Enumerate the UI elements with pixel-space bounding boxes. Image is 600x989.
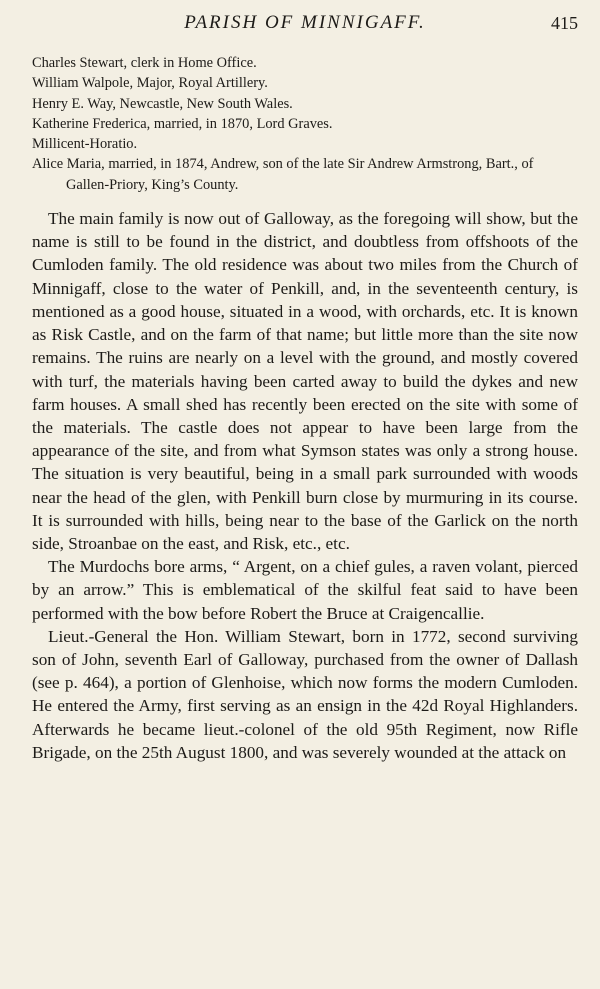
list-item: Katherine Frederica, married, in 1870, Lord Graves. [32,115,333,132]
running-head [32,8,578,38]
family-list [32,53,578,195]
paragraph: The main family is now out of Galloway, as the foregoing will show, but the name is still to be found in the district, and doubtless from offshoots of the Cumloden family. The old residence was about two miles from the Church of Minnigaff, close to the water of Penkill, and, in the seventeenth century, is mentioned as a good house, situated in a wood, with orchards, etc. It is known as Risk Castle, and on the farm of that name; but little more than the site now remains. The ruins are nearly on a level with the ground, and mostly covered with turf, the materials having been carted away to build the dykes and new farm houses. A small shed has recently been erected on the site with some of the materials. The castle does not appear to have been large from the appearance of the site, and from what Symson states was only a strong house. The situation is very beautiful, being in a small park surrounded with woods near the head of the glen, with Penkill burn close by murmuring in its course. It is surrounded with hills, being near to the base of the Garlick on the north side, Stroanbae on the east, and Risk, etc., etc. [32,209,578,553]
list-item: William Walpole, Major, Royal Artillery. [32,75,268,92]
body-text [32,207,578,764]
list-item: Henry E. Way, Newcastle, New South Wales. [32,95,293,112]
running-title: PARISH OF MINNIGAFF. [184,12,426,33]
paragraph: Lieut.-General the Hon. William Stewart, born in 1772, second surviving son of John, seventh Earl of Galloway, purchased from the owner of Dallash (see p. 464), a portion of Glenhoise, which now forms the modern Cumloden. He entered the Army, first serving as an ensign in the 42d Royal Highlanders. Afterwards he became lieut.-colonel of the old 95th Regiment, now Rifle Brigade, on the 25th August 1800, and was severely wounded at the attack on [32,626,578,762]
list-item: Alice Maria, married, in 1874, Andrew, son of the late Sir Andrew Armstrong, Bart., of Gallen-Priory, King’s County. [32,156,534,193]
paragraph: The Murdochs bore arms, “ Argent, on a chief gules, a raven volant, pierced by an arrow.” This is emblematical of the skilful feat said to have been performed with the bow before Robert the Bruce at Craigencallie. [32,557,578,623]
page-number: 415 [551,13,578,33]
list-item: Charles Stewart, clerk in Home Office. [32,55,257,71]
list-item: Millicent-Horatio. [32,136,138,153]
